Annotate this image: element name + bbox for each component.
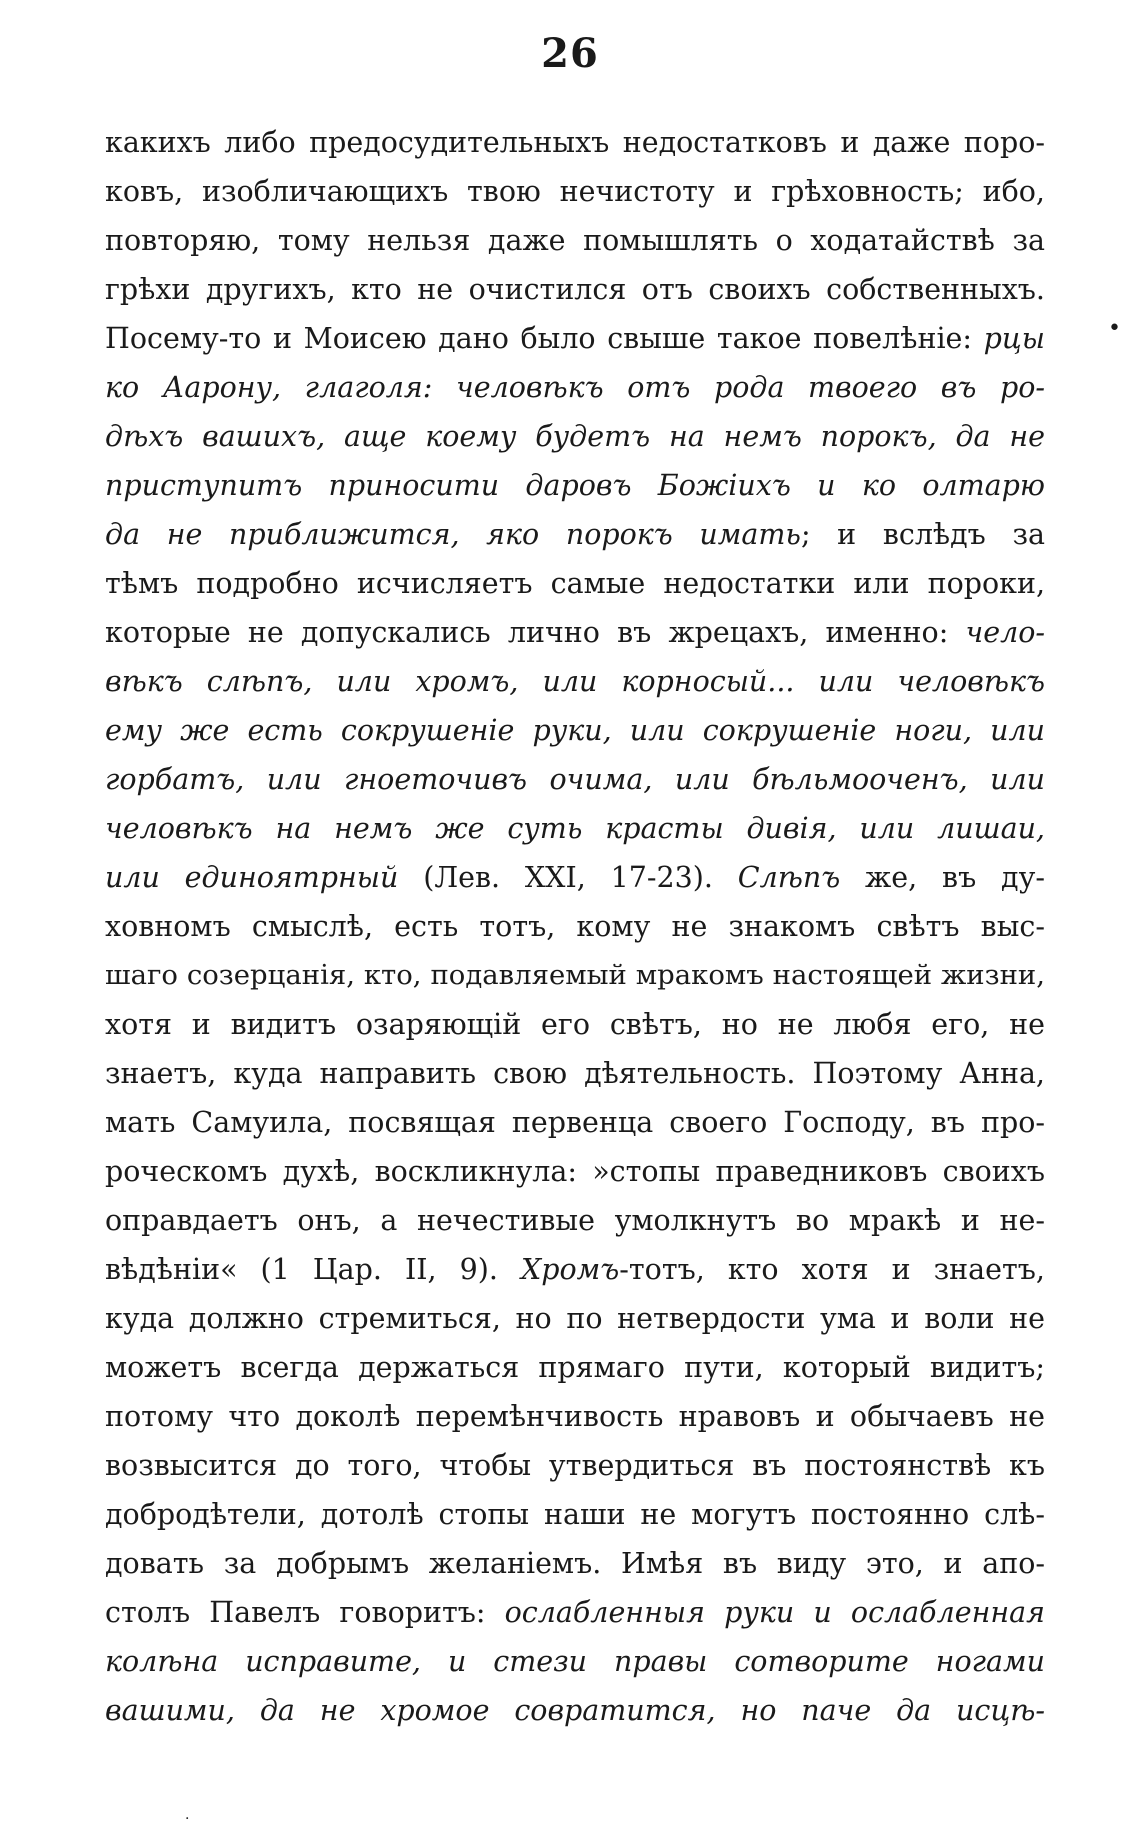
text-span: потому что доколѣ перемѣнчивость нравовъ и обычаевъ не	[105, 1400, 1045, 1433]
text-span: какихъ либо предосудительныхъ недостатковъ и даже поро-	[105, 126, 1045, 159]
text-span: повторяю, тому нельзя даже помышлять о ходатайствѣ за	[105, 224, 1045, 257]
text-line	[105, 1588, 1045, 1637]
text-line	[105, 1343, 1045, 1392]
text-span: Посему-то и Моисею дано было свыше такое повелѣніе:	[105, 322, 984, 355]
text-line	[105, 706, 1045, 755]
text-span: ковъ, изобличающихъ твою нечистоту и грѣховность; ибо,	[105, 175, 1045, 208]
italic-quote-span: ослабленныя руки и ослабленная	[504, 1596, 1045, 1629]
text-line	[105, 1539, 1045, 1588]
text-span: ховномъ смыслѣ, есть тотъ, кому не знакомъ свѣтъ выс-	[105, 910, 1045, 943]
margin-mark: ·	[185, 1811, 190, 1827]
text-span: -тотъ, кто хотя и знаетъ,	[619, 1253, 1045, 1286]
text-line	[105, 363, 1045, 412]
page-number: 26	[541, 30, 599, 77]
text-span: вѣдѣніи« (1 Цар. II, 9).	[105, 1253, 521, 1286]
text-line	[105, 461, 1045, 510]
text-span: куда должно стремиться, но по нетвердости ума и воли не	[105, 1302, 1045, 1335]
italic-quote-span: горбатъ, или гноеточивъ очима, или бѣльмооченъ, или	[105, 763, 1045, 796]
text-line	[105, 1294, 1045, 1343]
text-span: можетъ всегда держаться прямаго пути, который видитъ;	[105, 1351, 1045, 1384]
text-span: грѣхи другихъ, кто не очистился отъ своихъ собственныхъ.	[105, 273, 1045, 306]
italic-quote-span: рцы	[983, 322, 1045, 355]
text-span: возвысится до того, чтобы утвердиться въ постоянствѣ къ	[105, 1449, 1045, 1482]
text-span: мать Самуила, посвящая первенца своего Господу, въ про-	[105, 1106, 1045, 1139]
text-span: роческомъ духѣ, воскликнула: »стопы праведниковъ своихъ	[105, 1155, 1045, 1188]
text-span: шаго созерцанія, кто, подавляемый мракомъ настоящей жизни,	[105, 959, 1045, 991]
italic-quote-span: человѣкъ на немъ же суть красты дивія, или лишаи,	[105, 812, 1045, 845]
text-span: оправдаетъ онъ, а нечестивые умолкнутъ во мракѣ и не-	[105, 1204, 1045, 1237]
text-line	[105, 265, 1045, 314]
text-line	[105, 216, 1045, 265]
italic-quote-span: чело-	[965, 616, 1045, 649]
text-span: (Лев. XXI, 17-23).	[398, 861, 738, 894]
text-line	[105, 412, 1045, 461]
text-line	[105, 1392, 1045, 1441]
margin-mark: •	[1108, 316, 1121, 341]
text-line	[105, 1490, 1045, 1539]
text-line	[105, 1637, 1045, 1686]
italic-quote-span: приступитъ приносити даровъ Божіихъ и ко олтарю	[105, 469, 1045, 502]
text-line	[105, 951, 1045, 1000]
italic-quote-span: или единоятрный	[105, 861, 399, 894]
text-line	[105, 608, 1045, 657]
text-span: тѣмъ подробно исчисляетъ самые недостатки или пороки,	[105, 567, 1045, 600]
text-span: добродѣтели, дотолѣ стопы наши не могутъ постоянно слѣ-	[105, 1498, 1045, 1531]
italic-quote-span: вѣкъ слѣпъ, или хромъ, или корносый... или человѣкъ	[105, 665, 1045, 698]
text-span: довать за добрымъ желаніемъ. Имѣя въ виду это, и апо-	[105, 1547, 1045, 1580]
text-line	[105, 1196, 1045, 1245]
text-line	[105, 1245, 1045, 1294]
italic-quote-span: вашими, да не хромое совратится, но паче да исцѣ-	[105, 1694, 1045, 1727]
text-line	[105, 510, 1045, 559]
text-line	[105, 1686, 1045, 1735]
text-line	[105, 1049, 1045, 1098]
text-line	[105, 1000, 1045, 1049]
text-line	[105, 167, 1045, 216]
page-text-body	[105, 118, 1045, 1735]
text-span: хотя и видитъ озаряющій его свѣтъ, но не любя его, не	[105, 1008, 1045, 1041]
text-line	[105, 902, 1045, 951]
italic-quote-span: дѣхъ вашихъ, аще коему будетъ на немъ порокъ, да не	[105, 420, 1045, 453]
text-line	[105, 314, 1045, 363]
italic-quote-span: Хромъ	[520, 1253, 620, 1286]
text-line	[105, 1147, 1045, 1196]
italic-quote-span: Слѣпъ	[737, 861, 841, 894]
text-line	[105, 755, 1045, 804]
text-line	[105, 1098, 1045, 1147]
italic-quote-span: да не приближится, яко порокъ имать	[105, 518, 801, 551]
text-span: которые не допускались лично въ жрецахъ, именно:	[105, 616, 966, 649]
text-line	[105, 559, 1045, 608]
italic-quote-span: ему же есть сокрушеніе руки, или сокрушеніе ноги, или	[105, 714, 1045, 747]
text-span: столъ Павелъ говоритъ:	[105, 1596, 505, 1629]
text-line	[105, 118, 1045, 167]
text-line	[105, 853, 1045, 902]
text-line	[105, 657, 1045, 706]
text-span: ; и вслѣдъ за	[800, 518, 1045, 551]
italic-quote-span: колѣна исправите, и стези правы сотворите ногами	[105, 1645, 1045, 1678]
text-span: знаетъ, куда направить свою дѣятельность. Поэтому Анна,	[105, 1057, 1045, 1090]
text-line	[105, 804, 1045, 853]
italic-quote-span: ко Аарону, глаголя: человѣкъ отъ рода твоего въ ро-	[105, 371, 1045, 404]
text-line	[105, 1441, 1045, 1490]
text-span: же, въ ду-	[840, 861, 1045, 894]
